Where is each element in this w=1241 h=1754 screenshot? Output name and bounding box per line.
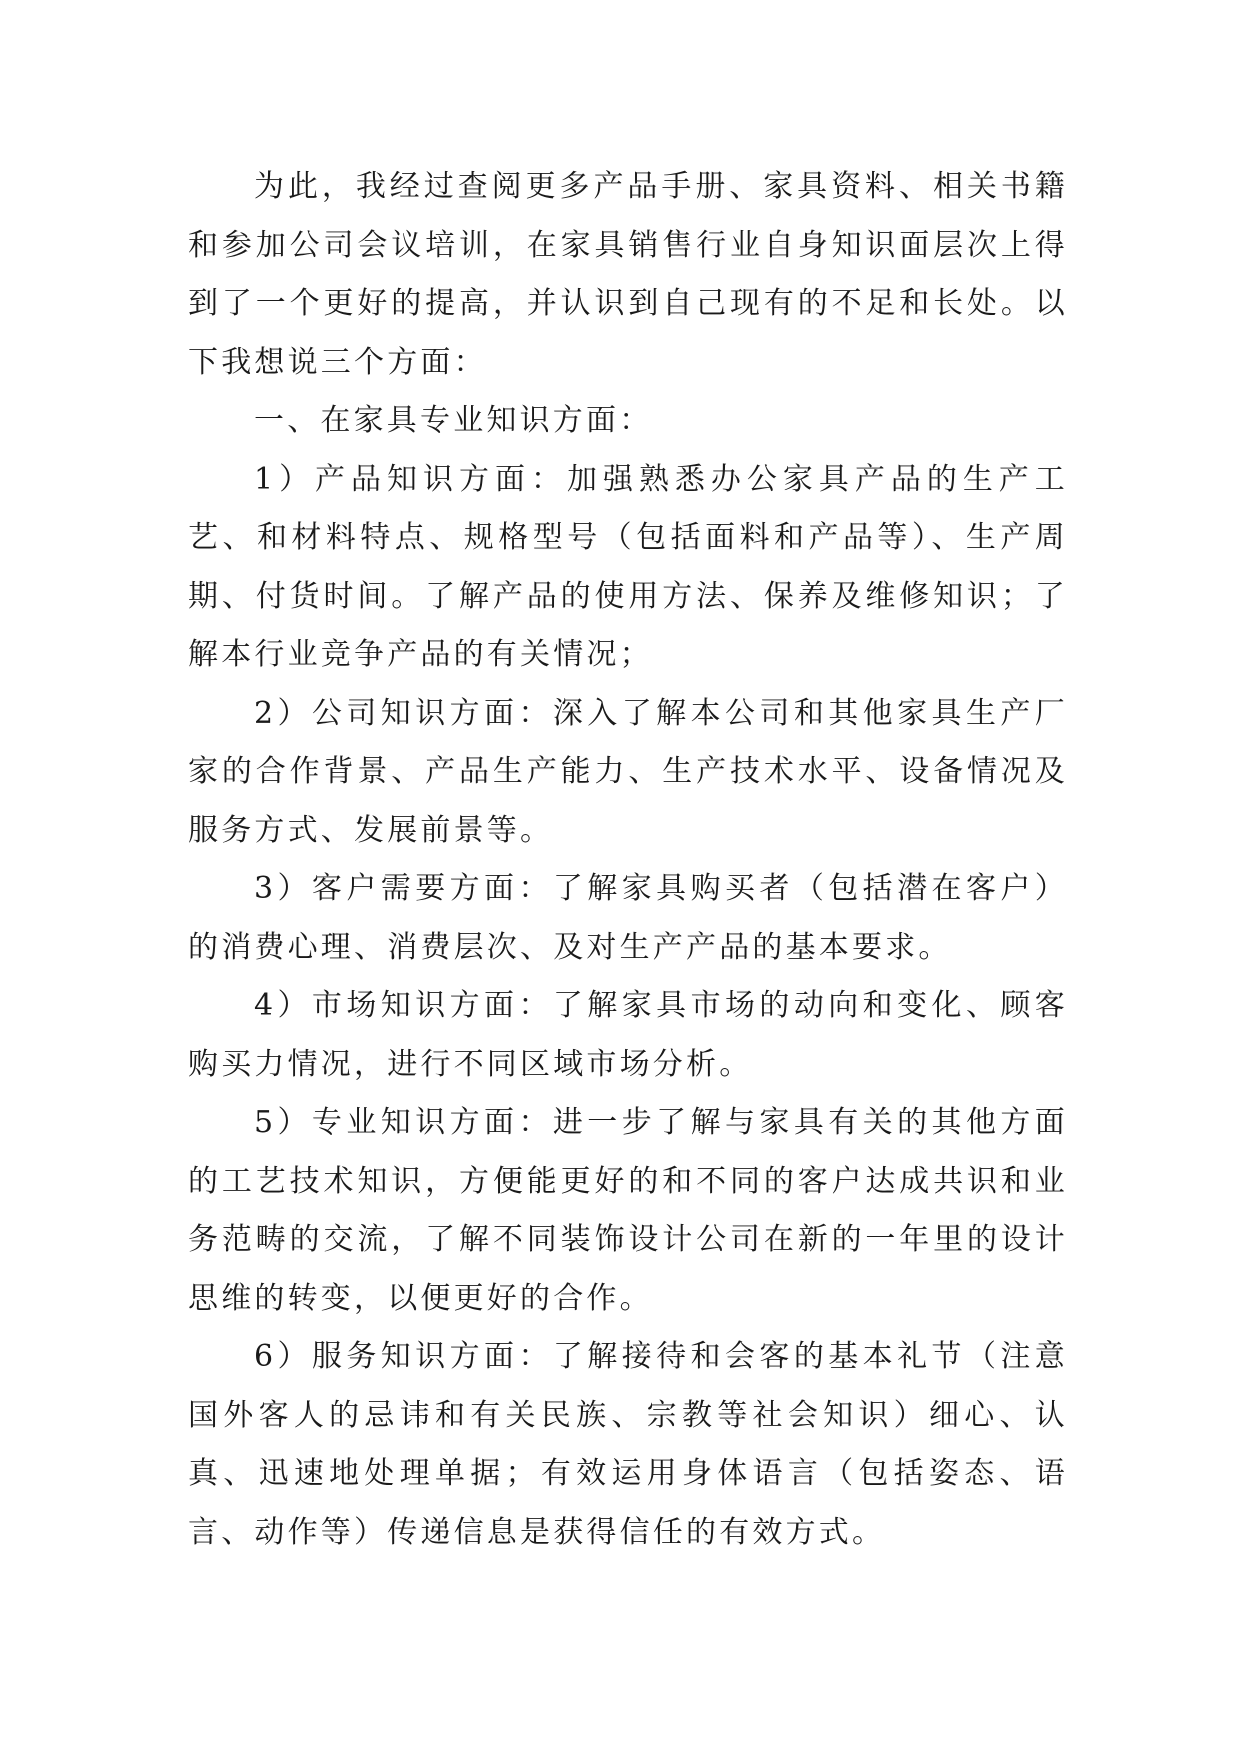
paragraph-intro: 为此，我经过查阅更多产品手册、家具资料、相关书籍和参加公司会议培训，在家具销售行业自身知识面层次上得到了一个更好的提高，并认识到自己现有的不足和长处。以下我想说三个方面： — [188, 169, 1068, 380]
paragraph-company-knowledge: 2）公司知识方面：深入了解本公司和其他家具生产厂家的合作背景、产品生产能力、生产技术水平、设备情况及服务方式、发展前景等。 — [188, 695, 1068, 848]
section-heading-professional-knowledge: 一、在家具专业知识方面： — [254, 403, 653, 438]
paragraph-market-knowledge: 4）市场知识方面：了解家具市场的动向和变化、顾客购买力情况，进行不同区域市场分析。 — [188, 988, 1068, 1082]
paragraph-service-knowledge: 6）服务知识方面：了解接待和会客的基本礼节（注意国外客人的忌讳和有关民族、宗教等社会知识）细心、认真、迅速地处理单据；有效运用身体语言（包括姿态、语言、动作等）传递信息是获得信任的有效方式。 — [188, 1339, 1068, 1550]
paragraph-customer-needs: 3）客户需要方面：了解家具购买者（包括潜在客户）的消费心理、消费层次、及对生产产品的基本要求。 — [188, 871, 1068, 965]
paragraph-product-knowledge: 1）产品知识方面：加强熟悉办公家具产品的生产工艺、和材料特点、规格型号（包括面料和产品等）、生产周期、付货时间。了解产品的使用方法、保养及维修知识；了解本行业竞争产品的有关情况； — [188, 461, 1068, 672]
paragraph-specialized-knowledge: 5）专业知识方面：进一步了解与家具有关的其他方面的工艺技术知识，方便能更好的和不同的客户达成共识和业务范畴的交流，了解不同装饰设计公司在新的一年里的设计思维的转变，以便更好的合作。 — [188, 1105, 1068, 1316]
document-body — [188, 158, 1068, 1562]
